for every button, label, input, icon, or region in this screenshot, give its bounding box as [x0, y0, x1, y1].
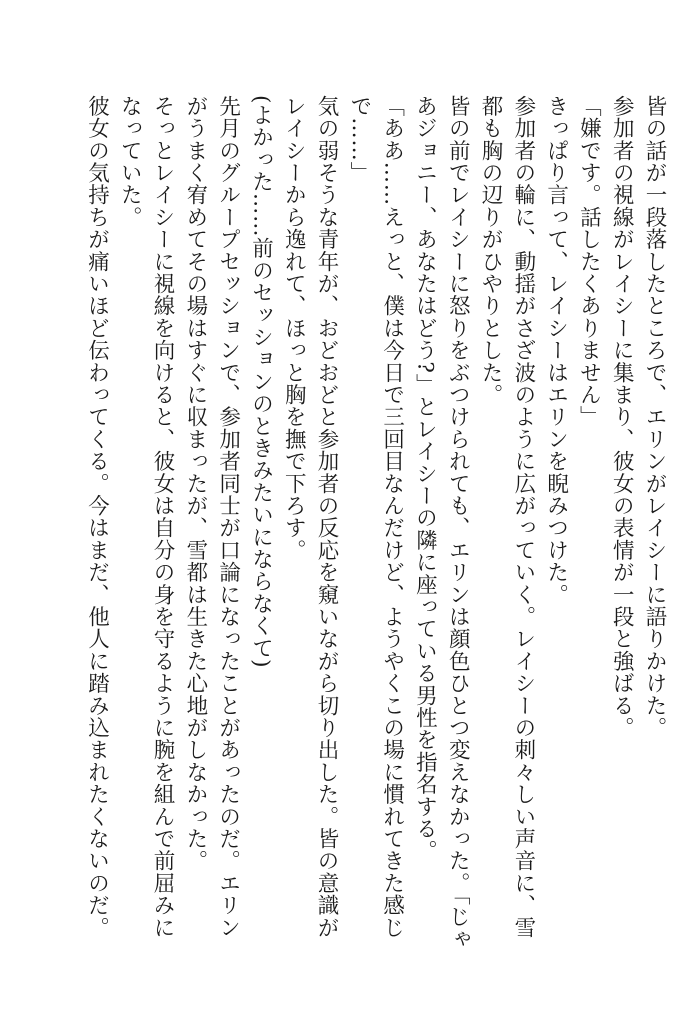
paragraph: 「嫌です。話したくありません」 [576, 95, 602, 428]
paragraph: きっぱり言って、レイシーはエリンを睨みつけた。 [543, 95, 569, 606]
paragraph: 「ああ……えっと、僕は今日で三回目なんだけど、ようやくこの場に慣れてきた感じで……」 [346, 95, 405, 939]
paragraph: (よかった……前のセッションのときみたいにならなくて) [248, 95, 274, 669]
paragraph: そっとレイシーに視線を向けると、彼女は自分の身を守るように腕を組んで前屈みになっていた。 [117, 95, 176, 939]
paragraph: 参加者の輪に、動揺がさざ波のように広がっていく。レイシーの刺々しい声音に、雪都も胸の辺りがひやりとした。 [478, 95, 536, 939]
paragraph: 先月のグループセッションで、参加者同士が口論になったことがあったのだ。エリンがうまく宥めてその場はすぐに収まったが、雪都は生きた心地がしなかった。 [182, 95, 241, 939]
vertical-text-body [84, 95, 670, 955]
paragraph: 皆の話が一段落したところで、エリンがレイシーに語りかけた。 [642, 95, 667, 739]
paragraph: 皆の前でレイシーに怒りをぶつけられても、エリンは顔色ひとつ変えなかった。「じゃあジョニー、あなたはどう?」とレイシーの隣に座っている男性を指名する。 [412, 95, 471, 951]
paragraph: 彼女の気持ちが痛いほど伝わってくる。今はまだ、他人に踏み込まれたくないのだ。 [84, 95, 110, 939]
paragraph: 参加者の視線がレイシーに集まり、彼女の表情が一段と強ばる。 [609, 95, 635, 739]
paragraph: 気の弱そうな青年が、おどおどと参加者の反応を窺いながら切り出した。皆の意識がレイシーから逸れて、ほっと胸を撫で下ろす。 [281, 95, 340, 939]
